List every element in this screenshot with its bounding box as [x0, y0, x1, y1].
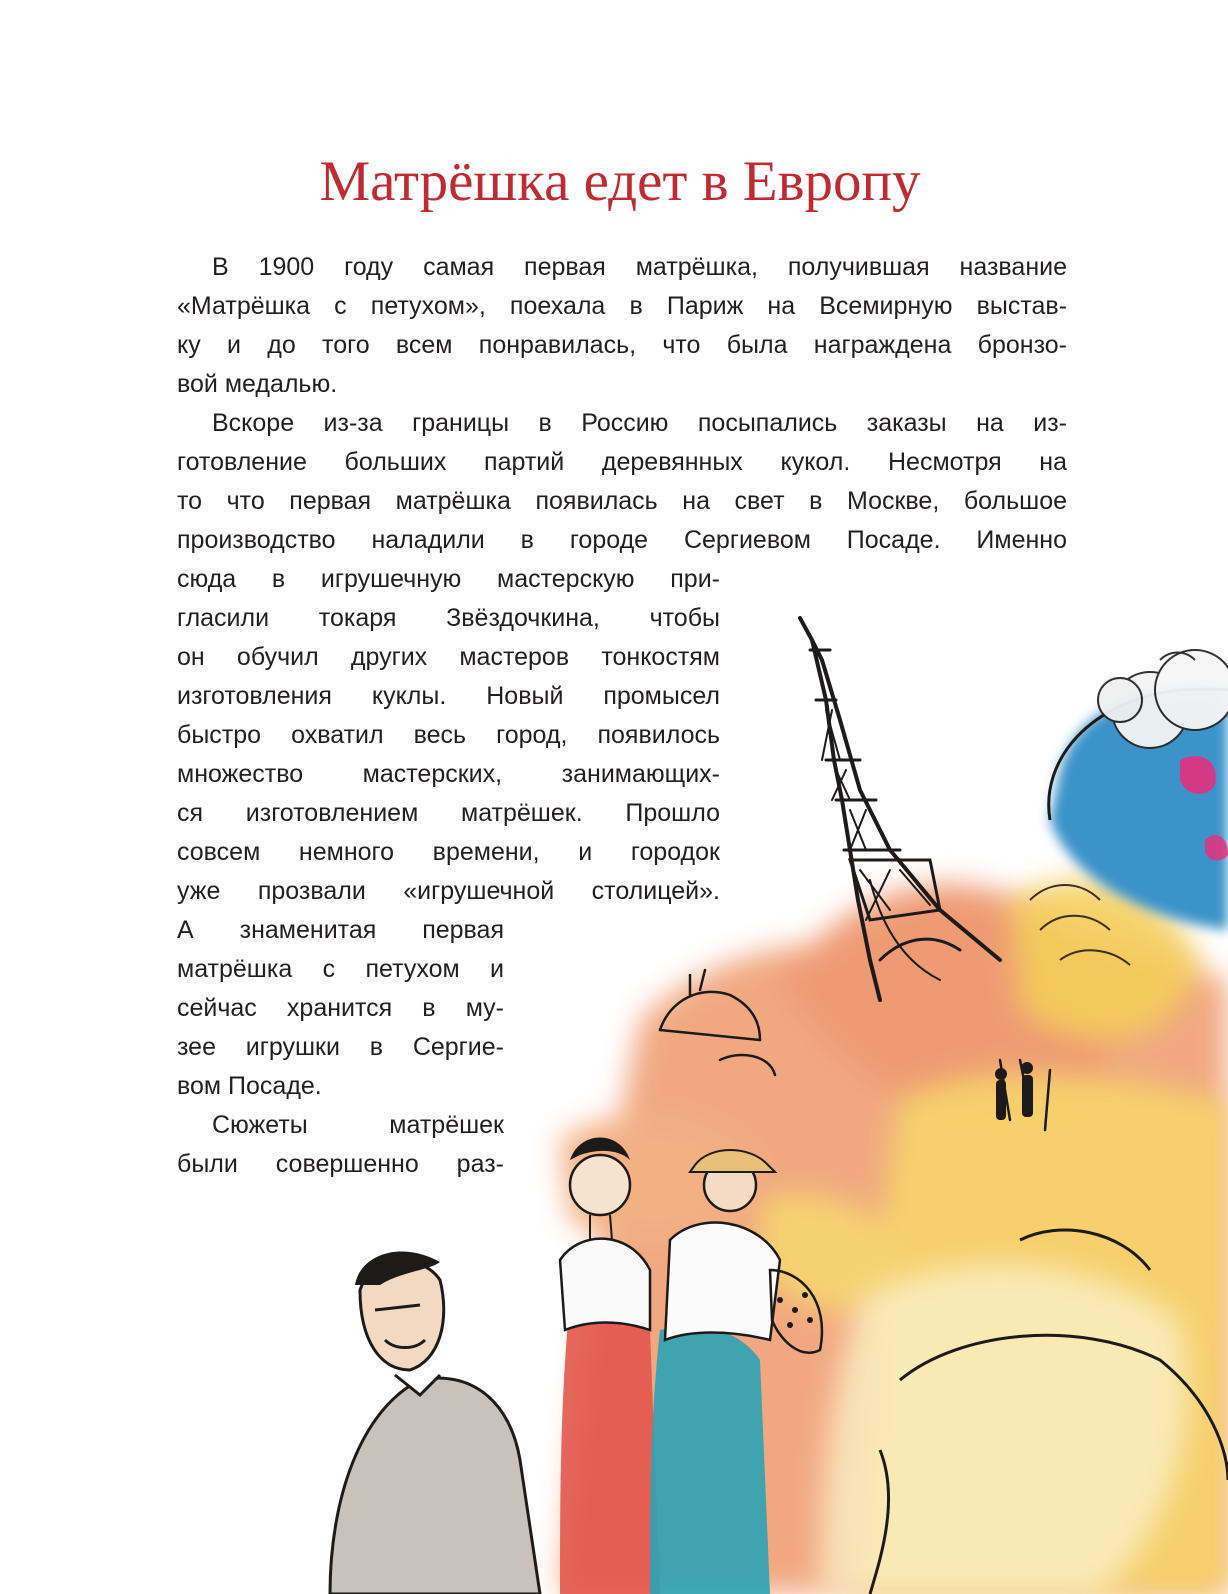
- text-line: «Матрёшка с петухом», поехала в Париж на Всемирную выстав-: [177, 292, 1067, 320]
- text-line: В 1900 году самая первая матрёшка, получившая название: [212, 253, 1067, 281]
- text-line: вом Посаде.: [177, 1072, 322, 1100]
- text-line: готовление больших партий деревянных кукол. Несмотря на: [177, 448, 1067, 476]
- text-line: он обучил других мастеров тонкостям: [177, 643, 720, 671]
- text-line: то что первая матрёшка появилась на свет в Москве, большое: [177, 487, 1067, 515]
- text-line: производство наладили в городе Сергиевом Посаде. Именно: [177, 526, 1067, 554]
- pale-wash: [820, 1264, 1187, 1594]
- text-line: сейчас хранится в му-: [177, 994, 504, 1022]
- text-line: гласили токаря Звёздочкина, чтобы: [177, 604, 720, 632]
- text-line: вой медалью.: [177, 370, 338, 398]
- man-figure: [330, 1252, 540, 1594]
- text-line: матрёшка с петухом и: [177, 955, 504, 983]
- text-line: Вскоре из-за границы в Россию посыпались заказы на из-: [212, 409, 1067, 437]
- page-title: Матрёшка едет в Европу: [319, 150, 921, 213]
- text-line: А знаменитая первая: [177, 916, 504, 944]
- text-line: изготовления куклы. Новый промысел: [177, 682, 720, 710]
- text-line: сюда в игрушечную мастерскую при-: [177, 565, 720, 593]
- text-line: зее игрушки в Сергие-: [177, 1033, 504, 1061]
- text-line: совсем немного времени, и городок: [177, 838, 720, 866]
- text-line: ся изготовлением матрёшек. Прошло: [177, 799, 720, 827]
- text-line: были совершенно раз-: [177, 1150, 504, 1178]
- text-line: быстро охватил весь город, появилось: [177, 721, 720, 749]
- text-line: Сюжеты матрёшек: [212, 1111, 504, 1139]
- text-line: множество мастерских, занимающих-: [177, 760, 720, 788]
- text-line: ку и до того всем понравилась, что была награждена бронзо-: [177, 331, 1067, 359]
- text-line: уже прозвали «игрушечной столицей».: [177, 877, 720, 905]
